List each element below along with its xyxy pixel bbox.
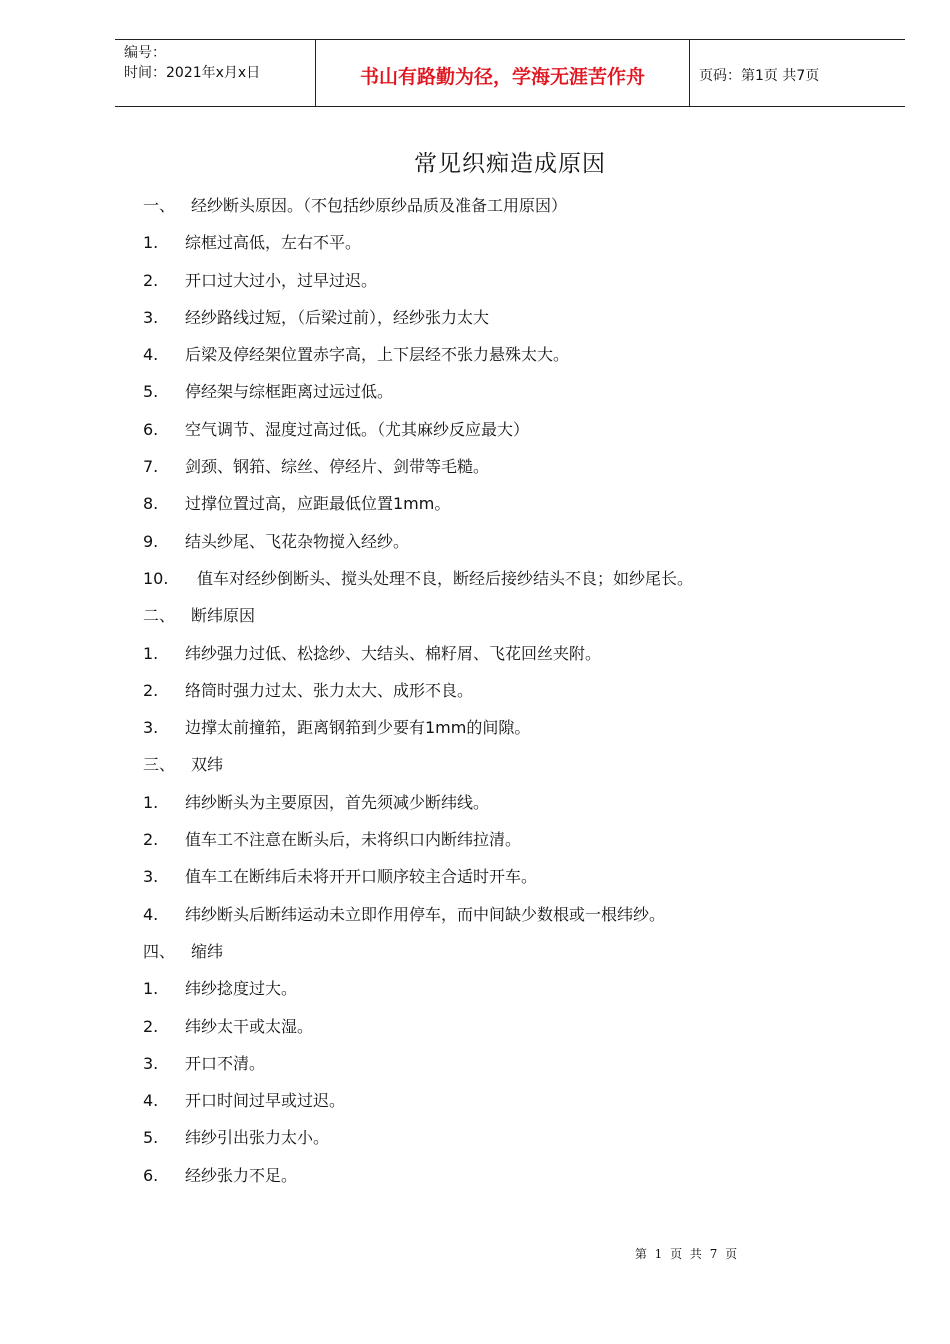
item-number: 3. bbox=[143, 718, 159, 738]
list-item bbox=[143, 638, 923, 675]
page-header bbox=[115, 39, 905, 107]
item-text: 双纬 bbox=[191, 755, 224, 775]
item-text: 停经架与综框距离过远过低。 bbox=[185, 382, 394, 402]
item-number: 2. bbox=[143, 830, 159, 850]
document-title: 常见织痴造成原因 bbox=[414, 151, 606, 177]
item-number: 3. bbox=[143, 307, 159, 327]
list-item bbox=[143, 451, 923, 488]
list-item bbox=[143, 414, 923, 451]
list-item bbox=[143, 1011, 923, 1048]
header-motto: 书山有路勤为径，学海无涯苦作舟 bbox=[316, 40, 690, 106]
item-number: 4. bbox=[143, 904, 159, 924]
list-item bbox=[143, 1048, 923, 1085]
list-item bbox=[143, 899, 923, 936]
item-number: 三、 bbox=[143, 755, 176, 775]
list-item bbox=[143, 861, 923, 898]
item-number: 2. bbox=[143, 680, 159, 700]
list-item bbox=[143, 824, 923, 861]
list-item bbox=[143, 339, 923, 376]
header-meta bbox=[115, 40, 316, 106]
item-text: 纬纱强力过低、松捻纱、大结头、棉籽屑、飞花回丝夹附。 bbox=[185, 643, 602, 663]
item-number: 10. bbox=[143, 568, 169, 588]
item-text: 值车对经纱倒断头、搅头处理不良，断经后接纱结头不良；如纱尾长。 bbox=[197, 568, 694, 588]
item-text: 结头纱尾、飞花杂物搅入经纱。 bbox=[185, 531, 410, 551]
item-number: 2. bbox=[143, 1016, 159, 1036]
item-text: 后梁及停经架位置赤字高，上下层经不张力悬殊太大。 bbox=[185, 345, 570, 365]
list-item bbox=[143, 488, 923, 525]
item-text: 剑颈、钢筘、综丝、停经片、剑带等毛糙。 bbox=[185, 457, 490, 477]
page-footer: 第 1 页 共 7 页 bbox=[634, 1247, 738, 1261]
list-item bbox=[143, 973, 923, 1010]
time-label: 时间：2021年x月x日 bbox=[124, 65, 261, 81]
item-text: 边撑太前撞筘，距离钢筘到少要有1mm的间隙。 bbox=[185, 718, 531, 738]
item-text: 经纱路线过短，（后梁过前），经纱张力太大 bbox=[185, 307, 490, 327]
item-number: 二、 bbox=[143, 606, 176, 626]
item-number: 2. bbox=[143, 270, 159, 290]
item-number: 一、 bbox=[143, 196, 176, 215]
item-text: 综框过高低，左右不平。 bbox=[185, 233, 362, 253]
item-number: 3. bbox=[143, 1053, 159, 1073]
section-heading bbox=[143, 936, 923, 973]
list-item bbox=[143, 675, 923, 712]
item-number: 1. bbox=[143, 643, 159, 663]
item-number: 1. bbox=[143, 792, 159, 812]
item-number: 四、 bbox=[143, 941, 176, 961]
item-number: 5. bbox=[143, 382, 159, 402]
item-text: 空气调节、湿度过高过低。（尤其麻纱反应最大） bbox=[185, 419, 530, 439]
document-body bbox=[143, 190, 923, 1197]
item-number: 1. bbox=[143, 233, 159, 253]
item-number: 9. bbox=[143, 531, 159, 551]
item-number: 1. bbox=[143, 979, 159, 999]
item-number: 6. bbox=[143, 419, 159, 439]
list-item bbox=[143, 526, 923, 563]
item-text: 纬纱引出张力太小。 bbox=[185, 1128, 330, 1148]
item-number: 4. bbox=[143, 345, 159, 365]
list-item bbox=[143, 376, 923, 413]
list-item bbox=[143, 712, 923, 749]
item-text: 经纱张力不足。 bbox=[185, 1165, 298, 1185]
item-text: 断纬原因 bbox=[191, 606, 256, 626]
item-text: 经纱断头原因。（不包括纱原纱品质及准备工用原因） bbox=[191, 196, 568, 215]
item-number: 3. bbox=[143, 867, 159, 887]
item-number: 5. bbox=[143, 1128, 159, 1148]
list-item bbox=[143, 563, 923, 600]
item-number: 4. bbox=[143, 1091, 159, 1111]
item-text: 开口时间过早或过迟。 bbox=[185, 1091, 346, 1111]
item-text: 缩纬 bbox=[191, 941, 224, 961]
section-heading bbox=[143, 190, 923, 227]
item-number: 6. bbox=[143, 1165, 159, 1185]
item-text: 络筒时强力过太、张力太大、成形不良。 bbox=[185, 680, 474, 700]
list-item bbox=[143, 787, 923, 824]
list-item bbox=[143, 1160, 923, 1197]
list-item bbox=[143, 302, 923, 339]
header-page-info: 页码：第1页 共7页 bbox=[699, 68, 820, 84]
item-text: 值车工在断纬后未将开开口顺序较主合适时开车。 bbox=[185, 867, 538, 887]
item-number: 7. bbox=[143, 457, 159, 477]
item-text: 纬纱捻度过大。 bbox=[185, 979, 298, 999]
section-heading bbox=[143, 600, 923, 637]
section-heading bbox=[143, 749, 923, 786]
list-item bbox=[143, 1085, 923, 1122]
serial-label: 编号： bbox=[124, 45, 166, 61]
list-item bbox=[143, 265, 923, 302]
item-number: 8. bbox=[143, 494, 159, 514]
item-text: 纬纱太干或太湿。 bbox=[185, 1016, 314, 1036]
item-text: 开口过大过小，过早过迟。 bbox=[185, 270, 378, 290]
item-text: 值车工不注意在断头后，未将织口内断纬拉清。 bbox=[185, 830, 522, 850]
item-text: 纬纱断头为主要原因，首先须减少断纬线。 bbox=[185, 792, 490, 812]
item-text: 开口不清。 bbox=[185, 1053, 266, 1073]
item-text: 纬纱断头后断纬运动未立即作用停车，而中间缺少数根或一根纬纱。 bbox=[185, 904, 666, 924]
list-item bbox=[143, 1122, 923, 1159]
item-text: 过撑位置过高，应距最低位置1mm。 bbox=[185, 494, 451, 514]
list-item bbox=[143, 227, 923, 264]
